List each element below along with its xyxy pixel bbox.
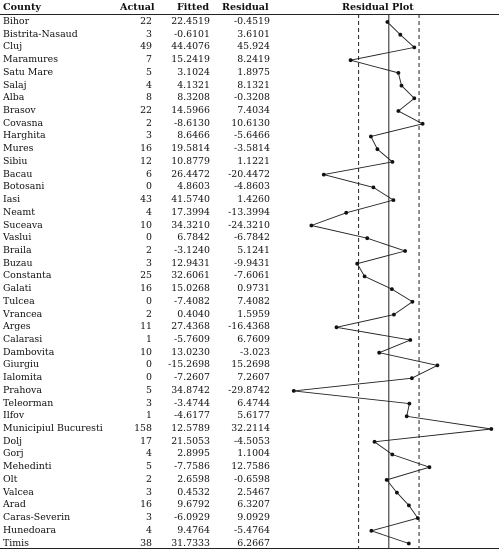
cell-fitted: -7.2607 <box>174 372 210 384</box>
cell-actual: 17 <box>140 435 152 447</box>
cell-fitted: -5.7609 <box>174 334 210 345</box>
cell-county: Braila <box>3 244 32 256</box>
cell-residual: -0.3208 <box>234 92 270 104</box>
cell-residual: 1.4260 <box>237 194 270 206</box>
cell-fitted: 34.8742 <box>171 384 210 396</box>
residual-point <box>310 224 314 228</box>
residual-point <box>355 262 359 266</box>
cell-residual: 6.3207 <box>237 499 270 511</box>
residual-point <box>407 542 411 546</box>
cell-county: Dambovita <box>3 346 55 358</box>
cell-residual: -7.6061 <box>234 270 270 282</box>
residual-point <box>400 84 404 88</box>
cell-fitted: 27.4368 <box>171 321 210 333</box>
cell-residual: 10.6130 <box>231 117 270 129</box>
residual-point <box>411 300 415 304</box>
cell-residual: -29.8742 <box>228 384 270 396</box>
cell-fitted: 8.6466 <box>177 130 210 142</box>
cell-residual: 7.2607 <box>237 372 270 384</box>
residual-point <box>436 364 440 368</box>
cell-county: Neamt <box>3 206 35 218</box>
cell-actual: 0 <box>146 295 152 307</box>
cell-fitted: 13.0230 <box>171 346 210 358</box>
residual-point <box>390 453 394 457</box>
cell-residual: -16.4368 <box>228 321 270 333</box>
cell-fitted: 6.7842 <box>177 232 210 244</box>
residual-point <box>392 313 396 317</box>
residual-point <box>385 478 389 482</box>
residual-point <box>421 122 425 126</box>
residual-point <box>395 491 399 495</box>
cell-county: Covasna <box>3 117 44 129</box>
residual-point <box>428 465 432 469</box>
cell-county: Bacau <box>3 168 33 180</box>
residual-point <box>376 147 380 151</box>
cell-actual: 0 <box>146 232 152 244</box>
cell-fitted: -7.4082 <box>174 295 210 307</box>
residual-point <box>392 198 396 202</box>
residual-point <box>405 414 409 418</box>
cell-county: Ilfov <box>3 410 25 422</box>
cell-fitted: 12.9431 <box>171 257 210 269</box>
cell-actual: 4 <box>146 79 152 91</box>
cell-actual: 4 <box>146 448 152 460</box>
cell-county: Arges <box>3 321 31 333</box>
cell-county: Buzau <box>3 257 33 269</box>
cell-fitted: -8.6130 <box>174 117 210 129</box>
cell-actual: 5 <box>146 66 152 78</box>
cell-county: Valcea <box>3 486 34 498</box>
cell-actual: 1 <box>146 410 152 422</box>
cell-residual: -24.3210 <box>228 219 270 231</box>
residual-point <box>412 96 416 100</box>
cell-residual: 5.6177 <box>237 410 270 422</box>
cell-actual: 22 <box>140 105 152 117</box>
cell-county: Caras-Severin <box>3 512 71 524</box>
cell-residual: 12.7586 <box>231 461 270 473</box>
cell-county: Ialomita <box>3 372 43 384</box>
cell-fitted: 17.3994 <box>171 206 210 218</box>
cell-fitted: 32.6061 <box>171 270 210 282</box>
cell-actual: 16 <box>140 143 152 155</box>
cell-actual: 10 <box>140 346 152 358</box>
cell-residual: 1.5959 <box>237 308 270 320</box>
cell-residual: -3.023 <box>239 346 270 358</box>
residual-point <box>349 58 353 62</box>
cell-actual: 0 <box>146 372 152 384</box>
residual-point <box>416 516 420 520</box>
cell-county: Gorj <box>3 448 24 460</box>
cell-actual: 2 <box>146 117 152 129</box>
cell-county: Calarasi <box>3 334 43 345</box>
cell-county: Mehedinti <box>3 461 52 473</box>
cell-fitted: 31.7333 <box>171 537 210 549</box>
cell-fitted: 19.5814 <box>171 143 210 155</box>
cell-county: Olt <box>3 473 18 485</box>
cell-fitted: -3.1240 <box>174 244 210 256</box>
cell-residual: 32.2114 <box>231 423 270 435</box>
cell-residual: 7.4082 <box>237 295 270 307</box>
cell-county: Iasi <box>3 194 21 206</box>
cell-residual: 2.5467 <box>237 486 270 498</box>
cell-county: Prahova <box>3 384 42 396</box>
residual-point <box>408 338 412 342</box>
cell-residual: -5.4764 <box>234 524 270 536</box>
cell-county: Alba <box>3 92 25 104</box>
cell-residual: 1.8975 <box>237 66 270 78</box>
cell-residual: 3.6101 <box>237 28 270 40</box>
cell-fitted: 12.5789 <box>171 423 210 435</box>
cell-county: Botosani <box>3 181 45 193</box>
cell-actual: 43 <box>140 194 152 206</box>
cell-county: Dolj <box>3 435 23 447</box>
cell-actual: 38 <box>140 537 152 549</box>
residual-point <box>372 186 376 190</box>
cell-residual: 45.924 <box>237 41 270 53</box>
residual-line <box>294 22 492 544</box>
cell-fitted: -3.4744 <box>174 397 210 409</box>
cell-residual: -0.4519 <box>234 16 270 27</box>
cell-residual: 1.1004 <box>237 448 270 460</box>
cell-county: Tulcea <box>3 295 35 307</box>
cell-residual: -6.7842 <box>234 232 270 244</box>
residual-point <box>390 287 394 291</box>
cell-county: Salaj <box>3 79 27 91</box>
cell-county: Suceava <box>3 219 43 231</box>
cell-actual: 8 <box>146 92 152 104</box>
cell-fitted: -7.7586 <box>174 461 210 473</box>
cell-fitted: 2.8995 <box>177 448 210 460</box>
cell-county: Arad <box>3 499 26 511</box>
cell-residual: 7.4034 <box>237 105 270 117</box>
cell-actual: 49 <box>140 41 152 53</box>
header-fitted: Fitted <box>177 2 210 13</box>
cell-county: Galati <box>3 283 32 295</box>
residual-point <box>344 211 348 215</box>
cell-residual: 8.2419 <box>237 54 270 66</box>
cell-actual: 3 <box>146 28 152 40</box>
residual-point <box>397 109 401 113</box>
cell-county: Municipiul Bucuresti <box>3 423 103 435</box>
cell-residual: -13.3994 <box>228 206 270 218</box>
residual-point <box>398 33 402 37</box>
cell-actual: 0 <box>146 359 152 371</box>
cell-actual: 3 <box>146 130 152 142</box>
cell-residual: 15.2698 <box>231 359 270 371</box>
cell-fitted: 9.4764 <box>177 524 210 536</box>
cell-actual: 2 <box>146 308 152 320</box>
cell-actual: 3 <box>146 397 152 409</box>
residual-point <box>408 402 412 406</box>
cell-actual: 4 <box>146 524 152 536</box>
cell-residual: -9.9431 <box>234 257 270 269</box>
cell-actual: 10 <box>140 219 152 231</box>
cell-county: Mures <box>3 143 34 155</box>
cell-residual: 6.4744 <box>237 397 270 409</box>
residual-point <box>489 427 493 431</box>
residual-point <box>377 351 381 355</box>
cell-actual: 16 <box>140 283 152 295</box>
cell-residual: -4.8603 <box>234 181 270 193</box>
cell-actual: 3 <box>146 257 152 269</box>
residual-point <box>373 440 377 444</box>
cell-fitted: -0.6101 <box>174 28 210 40</box>
residual-point <box>407 504 411 508</box>
cell-actual: 158 <box>134 423 152 435</box>
cell-actual: 5 <box>146 384 152 396</box>
cell-residual: -4.5053 <box>234 435 270 447</box>
cell-actual: 11 <box>140 321 152 333</box>
residual-point <box>403 249 407 253</box>
residual-point <box>335 325 339 329</box>
cell-county: Teleorman <box>3 397 54 409</box>
cell-county: Satu Mare <box>3 66 54 78</box>
cell-county: Maramures <box>3 54 59 66</box>
cell-actual: 16 <box>140 499 152 511</box>
cell-residual: 8.1321 <box>237 79 270 91</box>
header-actual: Actual <box>120 2 155 13</box>
residual-point <box>322 173 326 177</box>
residual-point <box>410 376 414 380</box>
cell-county: Sibiu <box>3 155 28 167</box>
cell-county: Brasov <box>3 105 36 117</box>
cell-residual: -0.6598 <box>234 473 270 485</box>
cell-fitted: 8.3208 <box>177 92 210 104</box>
cell-fitted: 22.4519 <box>171 16 210 27</box>
cell-county: Vrancea <box>3 308 43 320</box>
header-residual: Residual <box>222 2 269 13</box>
cell-actual: 25 <box>140 270 152 282</box>
cell-fitted: 3.1024 <box>177 66 210 78</box>
header-residual-plot: Residual Plot <box>342 2 414 13</box>
residual-point <box>370 529 374 533</box>
cell-residual: -20.4472 <box>228 168 270 180</box>
cell-residual: 9.0929 <box>237 512 270 524</box>
cell-actual: 2 <box>146 473 152 485</box>
residual-point <box>363 275 367 279</box>
cell-actual: 1 <box>146 334 152 345</box>
cell-residual: 6.7609 <box>237 334 270 345</box>
cell-county: Constanta <box>3 270 52 282</box>
cell-actual: 0 <box>146 181 152 193</box>
cell-fitted: -6.0929 <box>174 512 210 524</box>
cell-county: Giurgiu <box>3 359 40 371</box>
cell-fitted: 2.6598 <box>177 473 210 485</box>
cell-county: Bistrita-Nasaud <box>3 28 78 40</box>
cell-residual: 5.1241 <box>237 244 270 256</box>
cell-county: Hunedoara <box>3 524 57 536</box>
cell-residual: -5.6466 <box>234 130 270 142</box>
cell-fitted: 15.0268 <box>171 283 210 295</box>
cell-residual: 6.2667 <box>237 537 270 549</box>
cell-actual: 5 <box>146 461 152 473</box>
cell-fitted: 44.4076 <box>171 41 210 53</box>
cell-county: Cluj <box>3 41 23 53</box>
cell-county: Harghita <box>3 130 46 142</box>
cell-residual: -3.5814 <box>234 143 270 155</box>
cell-fitted: 15.2419 <box>171 54 210 66</box>
cell-actual: 22 <box>140 16 152 27</box>
cell-actual: 12 <box>140 155 152 167</box>
cell-county: Timis <box>3 537 29 549</box>
residual-point <box>391 160 395 164</box>
residual-point <box>369 135 373 139</box>
cell-actual: 4 <box>146 206 152 218</box>
cell-actual: 7 <box>146 54 152 66</box>
cell-fitted: -4.6177 <box>174 410 210 422</box>
cell-county: Vaslui <box>3 232 32 244</box>
cell-fitted: 21.5053 <box>171 435 210 447</box>
cell-fitted: 0.4040 <box>177 308 210 320</box>
cell-fitted: 0.4532 <box>177 486 210 498</box>
cell-fitted: -15.2698 <box>168 359 210 371</box>
cell-fitted: 41.5740 <box>171 194 210 206</box>
cell-fitted: 4.8603 <box>177 181 210 193</box>
cell-actual: 3 <box>146 512 152 524</box>
cell-fitted: 26.4472 <box>171 168 210 180</box>
cell-residual: 0.9731 <box>237 283 270 295</box>
residual-point <box>292 389 296 393</box>
residual-point <box>397 71 401 75</box>
residual-point <box>365 236 369 240</box>
cell-fitted: 4.1321 <box>177 79 210 91</box>
cell-fitted: 10.8779 <box>171 155 210 167</box>
cell-actual: 2 <box>146 244 152 256</box>
residual-point <box>412 46 416 50</box>
cell-actual: 3 <box>146 486 152 498</box>
cell-fitted: 9.6792 <box>177 499 210 511</box>
cell-county: Bihor <box>3 16 30 27</box>
cell-actual: 6 <box>146 168 152 180</box>
cell-fitted: 14.5966 <box>171 105 210 117</box>
header-county: County <box>3 2 41 13</box>
residual-point <box>386 20 390 24</box>
cell-residual: 1.1221 <box>237 155 270 167</box>
cell-fitted: 34.3210 <box>171 219 210 231</box>
